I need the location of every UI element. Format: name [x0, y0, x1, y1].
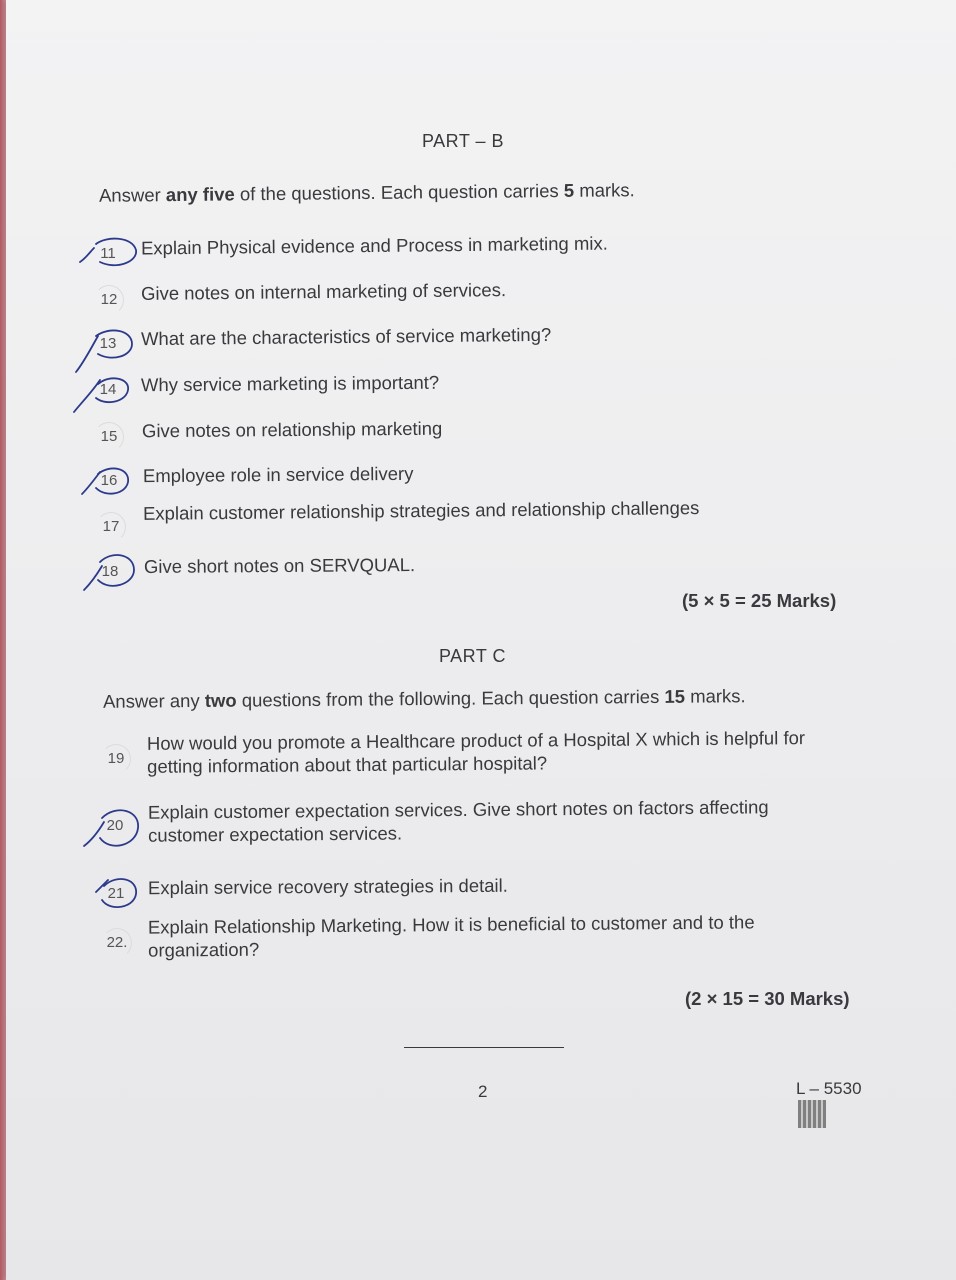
footer-divider: [404, 1047, 564, 1048]
question-text-line: Explain service recovery strategies in detail.: [147, 874, 508, 899]
question-text-line: customer expectation services.: [148, 822, 403, 846]
instruction-bold: any five: [165, 183, 235, 206]
question-number: 21: [107, 885, 125, 902]
question-text: Employee role in service delivery: [142, 462, 414, 487]
instruction-text: questions from the following. Each question carries: [236, 685, 665, 711]
question-number: 15: [94, 422, 124, 452]
question-number: 12: [94, 285, 124, 315]
instruction-bold: 15: [664, 685, 686, 707]
question-text: [148, 796, 769, 846]
question-text: [147, 727, 805, 778]
question-text-line: How would you promote a Healthcare product of a Hospital X which is helpful for: [146, 727, 806, 754]
question-text: What are the characteristics of service marketing?: [140, 323, 552, 350]
question-text: Explain Physical evidence and Process in marketing mix.: [140, 232, 608, 259]
part-b-title: PART – B: [422, 131, 505, 151]
question-text: Give notes on internal marketing of services.: [140, 279, 507, 304]
instruction-text: of the questions. Each question carries: [234, 179, 564, 205]
qr-code-icon: [798, 1100, 826, 1128]
question-text-line: organization?: [148, 938, 260, 961]
ink-tick-11: [80, 248, 94, 262]
question-text-line: Explain customer expectation services. Give short notes on factors affecting: [147, 796, 769, 823]
part-c-marks: (2 × 15 = 30 Marks): [685, 988, 850, 1009]
question-text: Explain customer relationship strategies and relationship challenges: [142, 497, 700, 524]
part-b-marks: (5 × 5 = 25 Marks): [682, 590, 837, 611]
instruction-text: Answer any: [102, 689, 205, 712]
instruction-bold: 5: [563, 179, 575, 201]
question-text-line: Explain Relationship Marketing. How it is beneficial to customer and to the: [147, 911, 755, 938]
question-text: [148, 911, 755, 961]
question-text-line: getting information about that particular hospital?: [147, 752, 548, 777]
question-number: 18: [101, 563, 119, 580]
instruction-text: marks.: [573, 179, 635, 201]
part-c-instruction: [103, 685, 746, 713]
instruction-text: marks.: [684, 685, 746, 707]
instruction-text: Answer: [98, 184, 166, 206]
question-text: Give notes on relationship marketing: [141, 417, 443, 442]
instruction-bold: two: [204, 689, 237, 711]
question-number: 19: [101, 744, 131, 774]
question-text: Give short notes on SERVQUAL.: [143, 554, 416, 577]
exam-page: [6, 0, 956, 1280]
question-number: 17: [96, 512, 126, 542]
page-number: 2: [478, 1082, 488, 1101]
question-text: Why service marketing is important?: [140, 371, 440, 396]
question-text: [148, 875, 508, 900]
question-number: 11: [100, 245, 116, 262]
question-number: 22.: [102, 928, 132, 958]
paper-code: L – 5530: [796, 1079, 862, 1098]
question-number: 13: [99, 335, 117, 352]
question-number: 16: [100, 472, 118, 489]
question-number: 20: [106, 817, 124, 834]
part-b-instruction: [99, 179, 635, 207]
question-number: 14: [99, 381, 117, 398]
part-c-title: PART C: [439, 646, 507, 666]
